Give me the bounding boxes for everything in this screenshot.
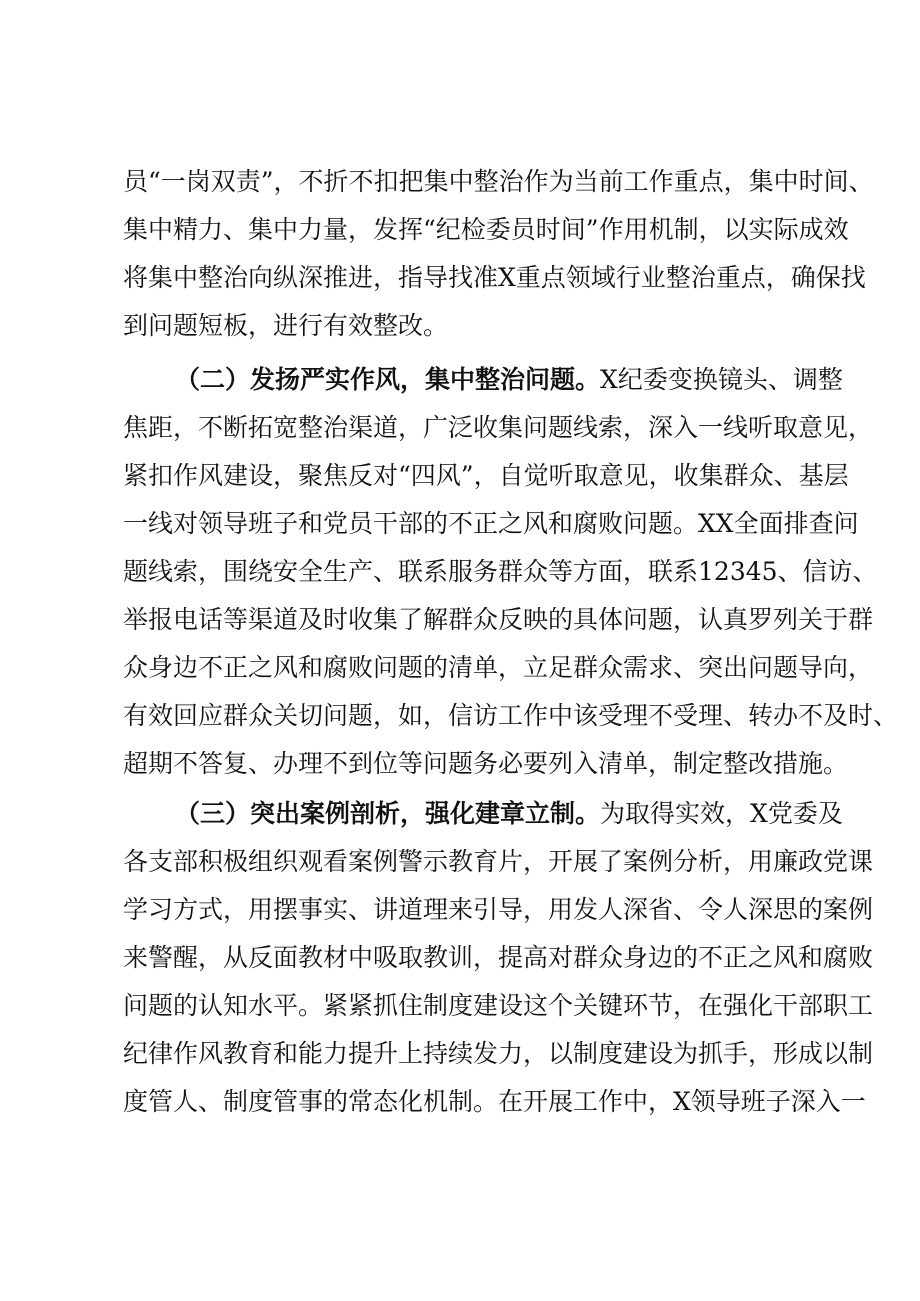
paragraph-line: 超期不答复、办理不到位等问题务必要列入清单，制定整改措施。	[123, 749, 849, 778]
paragraph-line: 纪律作风教育和能力提升上持续发力，以制度建设为抓手，形成以制	[123, 1039, 874, 1068]
paragraph-line: 来警醒，从反面教材中吸取教训，提高对群众身边的不正之风和腐败	[123, 943, 874, 972]
section-3-first-line	[175, 790, 843, 838]
section-2-first-line	[175, 356, 843, 404]
paragraph-line: 众身边不正之风和腐败问题的清单，立足群众需求、突出问题导向，	[123, 653, 874, 682]
paragraph-line: 集中精力、集中力量，发挥“纪检委员时间”作用机制，以实际成效	[123, 215, 849, 244]
paragraph-line: 各支部积极组织观看案例警示教育片，开展了案例分析，用廉政党课	[123, 847, 874, 876]
paragraph-line: 度管人、制度管事的常态化机制。在开展工作中，X领导班子深入一	[123, 1087, 866, 1116]
paragraph-line: 学习方式，用摆事实、讲道理来引导，用发人深省、令人深思的案例	[123, 895, 874, 924]
paragraph-line: 将集中整治向纵深推进，指导找准X重点领域行业整治重点，确保找	[123, 263, 866, 292]
paragraph-line: 一线对领导班子和党员干部的不正之风和腐败问题。XX全面排查问	[123, 509, 859, 538]
paragraph-line: 到问题短板，进行有效整改。	[123, 311, 449, 340]
paragraph-line: 问题的认知水平。紧紧抓住制度建设这个关键环节，在强化干部职工	[123, 991, 874, 1020]
paragraph-line: 有效回应群众关切问题，如，信访工作中该受理不受理、转办不及时、	[123, 701, 899, 730]
paragraph-line: 员“一岗双责”，不折不扣把集中整治作为当前工作重点，集中时间、	[123, 167, 874, 196]
section-2-text: X纪委变换镜头、调整	[600, 365, 843, 394]
section-3-text: 为取得实效，X党委及	[600, 799, 843, 828]
paragraph-line: 紧扣作风建设，聚焦反对“四风”，自觉听取意见，收集群众、基层	[123, 461, 849, 490]
paragraph-line: 举报电话等渠道及时收集了解群众反映的具体问题，认真罗列关于群	[123, 605, 874, 634]
section-3-heading: （三）突出案例剖析，强化建章立制。	[175, 799, 601, 828]
section-2-heading: （二）发扬严实作风，集中整治问题。	[175, 365, 601, 394]
paragraph-line: 题线索，围绕安全生产、联系服务群众等方面，联系12345、信访、	[123, 557, 878, 586]
paragraph-line: 焦距，不断拓宽整治渠道，广泛收集问题线索，深入一线听取意见，	[123, 413, 874, 442]
